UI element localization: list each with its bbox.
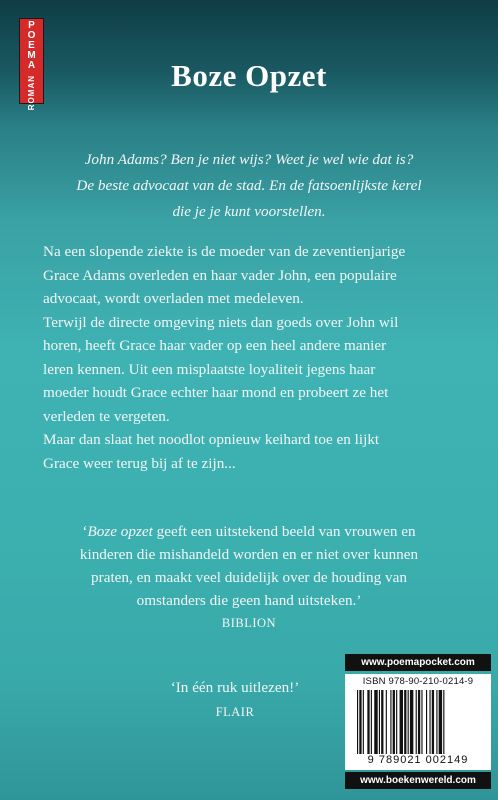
barcode-bar — [374, 690, 377, 754]
review-line: kinderen die mishandeld worden en er niet over kunnen — [79, 546, 419, 563]
barcode — [357, 690, 485, 754]
barcode-bar — [432, 690, 434, 754]
blurb-line: Terwijl de directe omgeving niets dan goeds over John wil — [43, 313, 399, 331]
barcode-bar — [426, 690, 427, 754]
barcode-bar — [421, 690, 422, 754]
review-title: Boze opzet — [87, 523, 153, 540]
barcode-bar — [390, 690, 391, 754]
logo-letter: A — [27, 60, 36, 71]
blurb-line: horen, heeft Grace haar vader op een heel andere manier — [43, 337, 387, 354]
barcode-bar — [418, 690, 420, 754]
blurb — [43, 240, 463, 475]
review-flair — [150, 676, 320, 724]
review-text: geeft een uitstekend beeld van vrouwen en — [152, 523, 416, 540]
barcode-bar — [410, 690, 413, 754]
barcode-bar — [400, 690, 403, 754]
isbn-text: ISBN 978-90-210-0214-9 — [362, 676, 474, 687]
barcode-bar — [416, 690, 417, 754]
blurb-paragraph — [43, 311, 463, 429]
blurb-line: moeder houdt Grace echter haar mond en probeert ze het — [43, 384, 389, 401]
book-title: Boze Opzet — [171, 58, 327, 93]
blurb-paragraph — [43, 240, 463, 311]
barcode-bar — [408, 690, 409, 754]
barcode-number: 9 789021 002149 — [367, 754, 469, 766]
logo-letter: O — [27, 30, 36, 41]
blurb-paragraph — [43, 428, 463, 475]
review-source: FLAIR — [215, 705, 255, 719]
barcode-bar — [436, 690, 437, 754]
publisher-url[interactable]: www.poemapocket.com — [345, 654, 491, 671]
barcode-bar — [359, 690, 361, 754]
teaser-line: die je je kunt voorstellen. — [172, 203, 326, 220]
bookstore-url[interactable]: www.boekenwereld.com — [345, 772, 491, 789]
review-source: BIBLION — [221, 616, 277, 630]
barcode-bar — [396, 690, 397, 754]
review-biblion — [50, 520, 448, 635]
barcode-bar — [381, 690, 383, 754]
barcode-bar — [439, 690, 442, 754]
blurb-line: Grace weer terug bij af te zijn... — [43, 454, 236, 472]
barcode-bar — [367, 690, 369, 754]
barcode-bar — [371, 690, 372, 754]
blurb-line: verleden te vergeten. — [43, 407, 170, 425]
teaser-line: John Adams? Ben je niet wijs? Weet je wel wie dat is? — [84, 151, 414, 168]
barcode-bar — [379, 690, 380, 754]
review-line: ‘Boze opzet geeft een uitstekend beeld van vrouwen en — [82, 523, 416, 540]
logo-letter: E — [28, 40, 35, 51]
review-line: praten, en maakt veel duidelijk over de houding van — [91, 569, 407, 586]
blurb-line: advocaat, wordt overladen met medeleven. — [43, 290, 304, 307]
logo-letter: P — [28, 20, 35, 31]
blurb-line: leren kennen. Uit een misplaatste loyaliteit jegens haar — [43, 360, 376, 378]
barcode-bar — [443, 690, 444, 754]
logo-letter: M — [27, 50, 36, 61]
teaser-line: De beste advocaat van de stad. En de fatsoenlijkste kerel — [76, 177, 422, 194]
barcode-bar — [357, 690, 358, 754]
blurb-line: Na een slopende ziekte is de moeder van de zeventienjarige — [43, 243, 406, 260]
teaser-quote — [50, 147, 448, 225]
barcode-bar — [386, 690, 387, 754]
barcode-panel — [345, 674, 491, 770]
barcode-bar — [429, 690, 430, 754]
review-quote: ‘In één ruk uitlezen!’ — [170, 679, 300, 696]
blurb-line: Maar dan slaat het noodlot opnieuw keihard toe en lijkt — [43, 431, 380, 448]
barcode-bar — [393, 690, 395, 754]
blurb-line: Grace Adams overleden en haar vader John, een populaire — [43, 266, 397, 284]
barcode-bar — [404, 690, 406, 754]
review-line: omstanders die geen hand uitsteken.’ — [136, 592, 362, 609]
barcode-bar — [363, 690, 364, 754]
logo-subtitle: ROMAN — [27, 75, 36, 111]
